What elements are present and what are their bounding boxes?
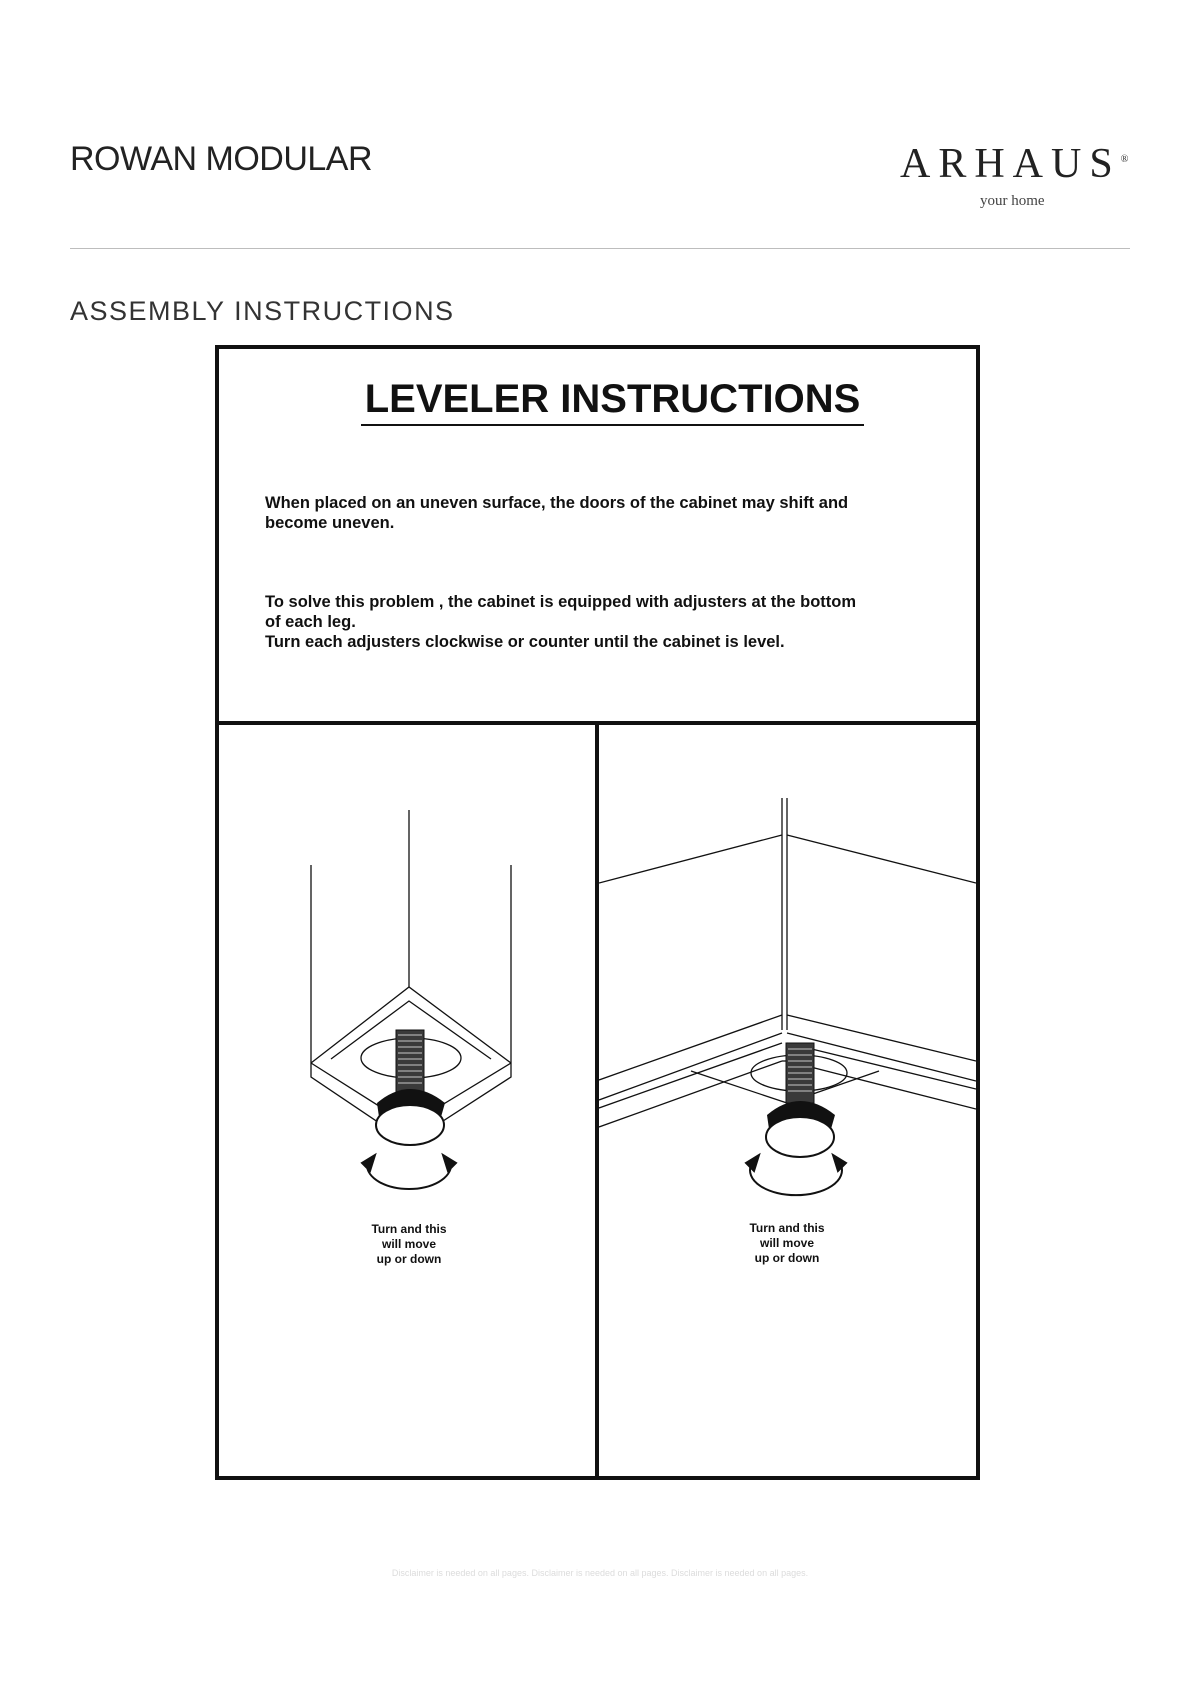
- brand-logo: [900, 140, 1128, 188]
- left-caption-line-3: up or down: [376, 1252, 442, 1266]
- rotate-arrows-icon: [746, 1155, 846, 1195]
- left-caption-line-2: will move: [381, 1237, 437, 1251]
- header-divider: [70, 248, 1130, 249]
- instruction-frame: [215, 345, 980, 1480]
- brand-tagline: your home: [980, 193, 1045, 209]
- instruction-text-panel: [219, 349, 976, 725]
- instruction-paragraph-2-line-1: To solve this problem , the cabinet is equipped with adjusters at the bottom of each leg.: [265, 593, 857, 631]
- instruction-paragraph-2-line-2: Turn each adjusters clockwise or counter until the cabinet is level.: [265, 633, 785, 651]
- brand-registered-mark: ®: [1120, 154, 1129, 165]
- instruction-paragraph-2: [265, 592, 865, 652]
- right-caption-line-3: up or down: [754, 1251, 820, 1265]
- leveler-title: [219, 377, 976, 426]
- adjuster-bolt-icon: [376, 1030, 445, 1145]
- footer-disclaimer: Disclaimer is needed on all pages. Disclaimer is needed on all pages. Disclaimer is needed on all pages.: [391, 1568, 809, 1578]
- rotate-arrows-icon: [362, 1155, 456, 1189]
- brand-name: ARHAUS: [900, 141, 1121, 187]
- corner-diagram-icon: [599, 725, 976, 1476]
- leg-diagram-icon: [219, 725, 595, 1476]
- right-caption-line-1: Turn and this: [749, 1221, 825, 1235]
- left-caption-line-1: Turn and this: [371, 1222, 447, 1236]
- leveler-title-text: LEVELER INSTRUCTIONS: [361, 377, 865, 426]
- section-title: ASSEMBLY INSTRUCTIONS: [70, 296, 455, 326]
- product-title: ROWAN MODULAR: [70, 140, 373, 178]
- corner-diagram-panel: [599, 725, 976, 1476]
- right-caption-line-2: will move: [759, 1236, 815, 1250]
- leg-diagram-panel: [219, 725, 599, 1476]
- right-diagram-caption: [727, 1221, 847, 1266]
- left-diagram-caption: [349, 1222, 469, 1267]
- instruction-paragraph-1: When placed on an uneven surface, the doors of the cabinet may shift and become uneven.: [265, 494, 849, 532]
